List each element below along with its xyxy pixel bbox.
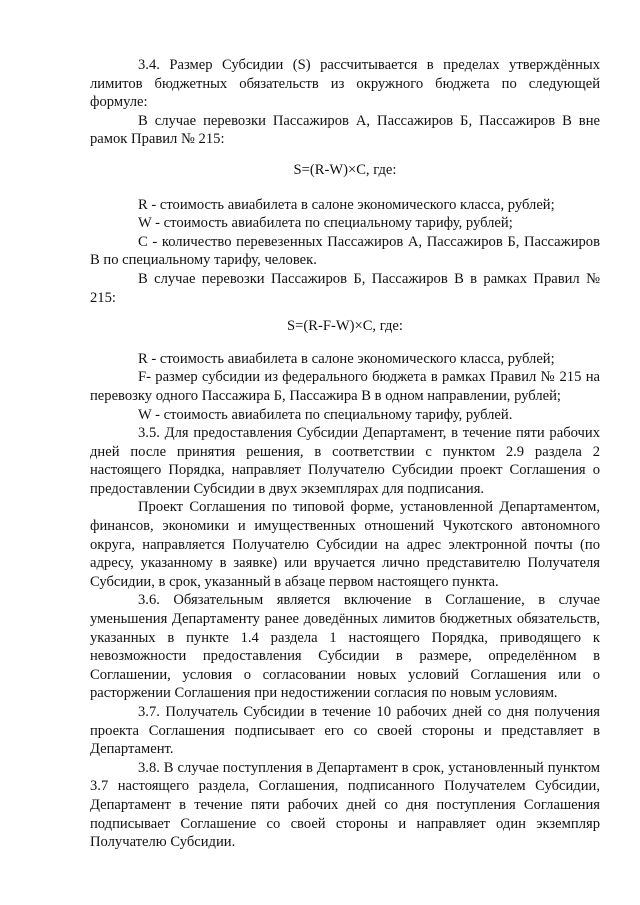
definition-f: F- размер субсидии из федерального бюджета в рамках Правил № 215 на перевозку одного Пассажира Б, Пассажира В в одном направлении, рублей;	[90, 369, 600, 404]
definition-r-2: R - стоимость авиабилета в салоне экономического класса, рублей;	[138, 350, 555, 367]
paragraph-agreement-form: Проект Соглашения по типовой форме, установленной Департаментом, финансов, экономики и имущественных отношений Чукотского автономного округа, направляется Получателю Субсидии на адрес электронной почты (по адресу, указанному в заявке) или вручается лично представителю Получателя Субсидии, в срок, указанный в абзаце первом настоящего пункта.	[90, 499, 600, 590]
definition-r-1: R - стоимость авиабилета в салоне экономического класса, рублей;	[138, 196, 555, 213]
paragraph-3-5: 3.5. Для предоставления Субсидии Департамент, в течение пяти рабочих дней после принятия решения, в соответствии с пунктом 2.9 раздела 2 настоящего Порядка, направляет Получателю Субсидии проект Соглашения о предоставлении Субсидии в двух экземплярах для подписания.	[90, 425, 600, 497]
case-outside-rules-text: В случае перевозки Пассажиров А, Пассажиров Б, Пассажиров В вне рамок Правил № 215:	[90, 112, 600, 148]
formula-1: S=(R-W)×C, где:	[293, 161, 397, 178]
paragraph-3-6: 3.6. Обязательным является включение в Соглашение, в случае уменьшения Департаменту ранее доведённых лимитов бюджетных обязательств, указанных в пункте 1.4 раздела 1 настоящего Порядка, приводящего к невозможности предоставления Субсидии в размере, определённом в Соглашении, условия о согласовании новых условий Соглашения или о расторжении Соглашения при недостижении согласия по новым условиям.	[90, 592, 600, 702]
definition-w-2: W - стоимость авиабилета по специальному тарифу, рублей.	[138, 406, 513, 423]
formula-2: S=(R-F-W)×C, где:	[287, 318, 403, 335]
case-within-rules-text: В случае перевозки Пассажиров Б, Пассажиров В в рамках Правил № 215:	[90, 270, 600, 306]
paragraph-3-8: 3.8. В случае поступления в Департамент в срок, установленный пунктом 3.7 настоящего раздела, Соглашения, подписанного Получателем Субсидии, Департамент в течение пяти рабочих дней со дня поступления Соглашения подписывает Соглашение со своей стороны и направляет один экземпляр Получателю Субсидии.	[90, 759, 600, 851]
definition-c: С - количество перевезенных Пассажиров А, Пассажиров Б, Пассажиров В по специальному тарифу, человек.	[90, 233, 600, 269]
paragraph-3-7: 3.7. Получатель Субсидии в течение 10 рабочих дней со дня получения проекта Соглашения подписывает его со своей стороны и представляет в Департамент.	[90, 704, 600, 758]
definition-w-1: W - стоимость авиабилета по специальному тарифу, рублей;	[138, 215, 513, 232]
paragraph-3-4: 3.4. Размер Субсидии (S) рассчитывается в пределах утверждённых лимитов бюджетных обязательств из окружного бюджета по следующей формуле:	[90, 57, 600, 111]
